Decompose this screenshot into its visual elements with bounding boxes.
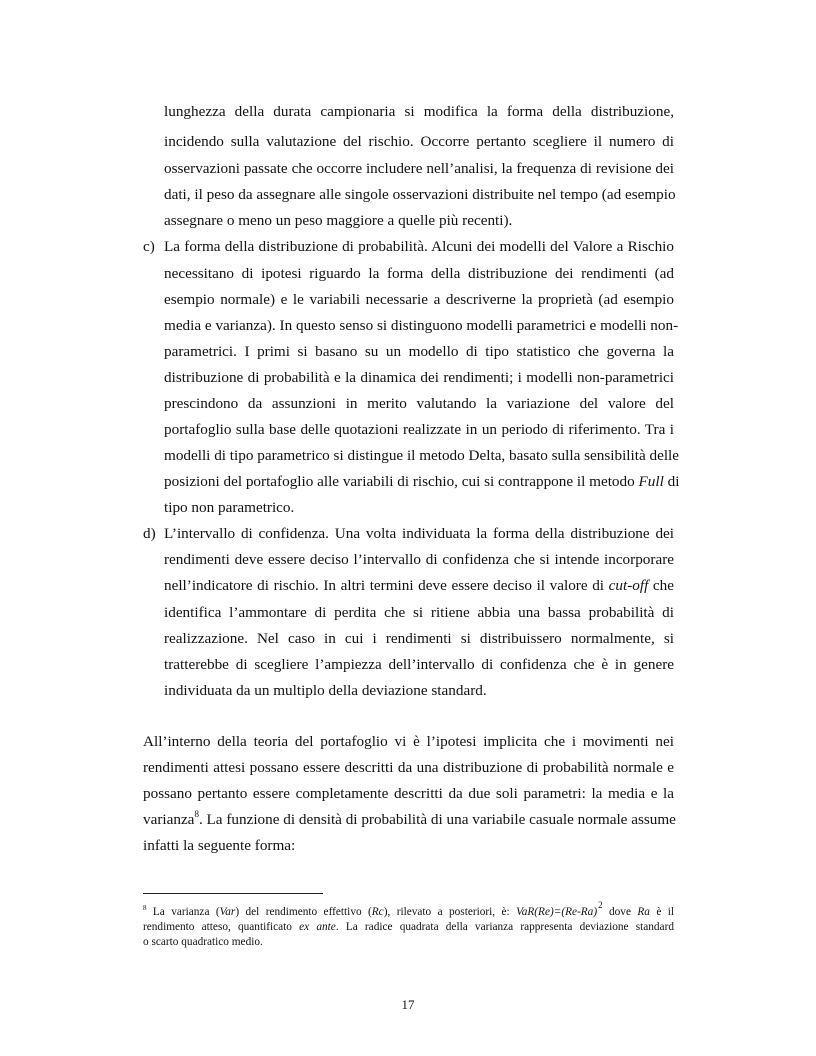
body-line: media e varianza). In questo senso si distinguono modelli parametrici e modelli non- <box>164 317 679 334</box>
footnote-formula: VaR(Re)=(Re-Ra) <box>516 906 598 918</box>
paragraph-line: varianza$^8$. La funzione di densità di probabilità di una variabile casuale normale assume <box>143 809 676 828</box>
paragraph-line: rendimenti attesi possano essere descritti da una distribuzione di probabilità normale e <box>143 759 674 776</box>
body-line: L’intervallo di confidenza. Una volta individuata la forma della distribuzione dei <box>164 525 674 542</box>
paragraph-line: possano pertanto essere completamente descritti da due soli parametri: la media e la <box>143 785 674 802</box>
body-line: distribuzione di probabilità e la dinamica dei rendimenti; i modelli non-parametrici <box>164 369 674 386</box>
body-line: necessitano di ipotesi riguardo la forma della distribuzione dei rendimenti (ad <box>164 265 674 282</box>
body-line: modelli di tipo parametrico si distingue il metodo Delta, basato sulla sensibilità delle <box>164 447 680 464</box>
body-line: portafoglio sulla base delle quotazioni realizzate in un periodo di riferimento. Tra i <box>164 421 674 438</box>
body-line: identifica l’ammontare di perdita che si ritiene abbia una bassa probabilità di <box>164 604 674 621</box>
paragraph-line: All’interno della teoria del portafoglio vi è l’ipotesi implicita che i movimenti nei <box>143 733 674 750</box>
list-label-c: c) <box>143 238 155 255</box>
body-line: assegnare o meno un peso maggiore a quelle più recenti). <box>164 212 513 229</box>
paragraph-line: infatti la seguente forma: <box>143 837 296 854</box>
body-line: osservazioni passate che occorre includere nell’analisi, la frequenza di revisione dei <box>164 160 674 177</box>
body-line: La forma della distribuzione di probabilità. Alcuni dei modelli del Valore a Rischio <box>164 238 674 255</box>
footnote-line: $^8$ La varianza (Var) del rendimento effettivo (Rc), rilevato a posteriori, è: $VaR(Re)=(Re-Ra)^2$ dove Ra è il <box>143 900 675 918</box>
formula-exponent: 2 <box>598 900 603 910</box>
body-line: posizioni del portafoglio alle variabili di rischio, cui si contrappone il metodo Full di <box>164 473 680 490</box>
body-line: tipo non parametrico. <box>164 499 295 516</box>
body-line: prescindono da assunzioni in merito valutando la variazione del valore del <box>164 395 674 412</box>
italic-term-full: Full <box>638 473 664 490</box>
body-line: realizzazione. Nel caso in cui i rendimenti si distribuissero normalmente, si <box>164 630 674 647</box>
body-line: parametrici. I primi si basano su un modello di tipo statistico che governa la <box>164 343 674 360</box>
footnote-separator <box>143 893 323 894</box>
body-line: incidendo sulla valutazione del rischio. Occorre pertanto scegliere il numero di <box>164 133 674 150</box>
footnote-line: o scarto quadratico medio. <box>143 936 263 948</box>
body-line: nell’indicatore di rischio. In altri termini deve essere deciso il valore di cut-off che <box>164 577 674 594</box>
body-line: esempio normale) e le variabili necessarie a descriverne la proprietà (ad esempio <box>164 291 674 308</box>
body-line: rendimenti deve essere deciso l’intervallo di confidenza che si intende incorporare <box>164 551 674 568</box>
footnote-line: rendimento atteso, quantificato ex ante. La radice quadrata della varianza rappresenta deviazione standard <box>143 921 674 933</box>
footnote-reference[interactable]: 8 <box>194 809 199 819</box>
list-label-d: d) <box>143 525 156 542</box>
footnote-number: 8 <box>143 904 147 912</box>
body-line: individuata da un multiplo della deviazione standard. <box>164 682 487 699</box>
body-line: dati, il peso da assegnare alle singole osservazioni distribuite nel tempo (ad esempio <box>164 186 676 203</box>
italic-term-cut-off: cut-off <box>608 577 649 594</box>
body-line: lunghezza della durata campionaria si modifica la forma della distribuzione, <box>164 103 674 120</box>
body-line: tratterebbe di scegliere l’ampiezza dell’intervallo di confidenza che è in genere <box>164 656 674 673</box>
page-number: 17 <box>401 997 415 1012</box>
